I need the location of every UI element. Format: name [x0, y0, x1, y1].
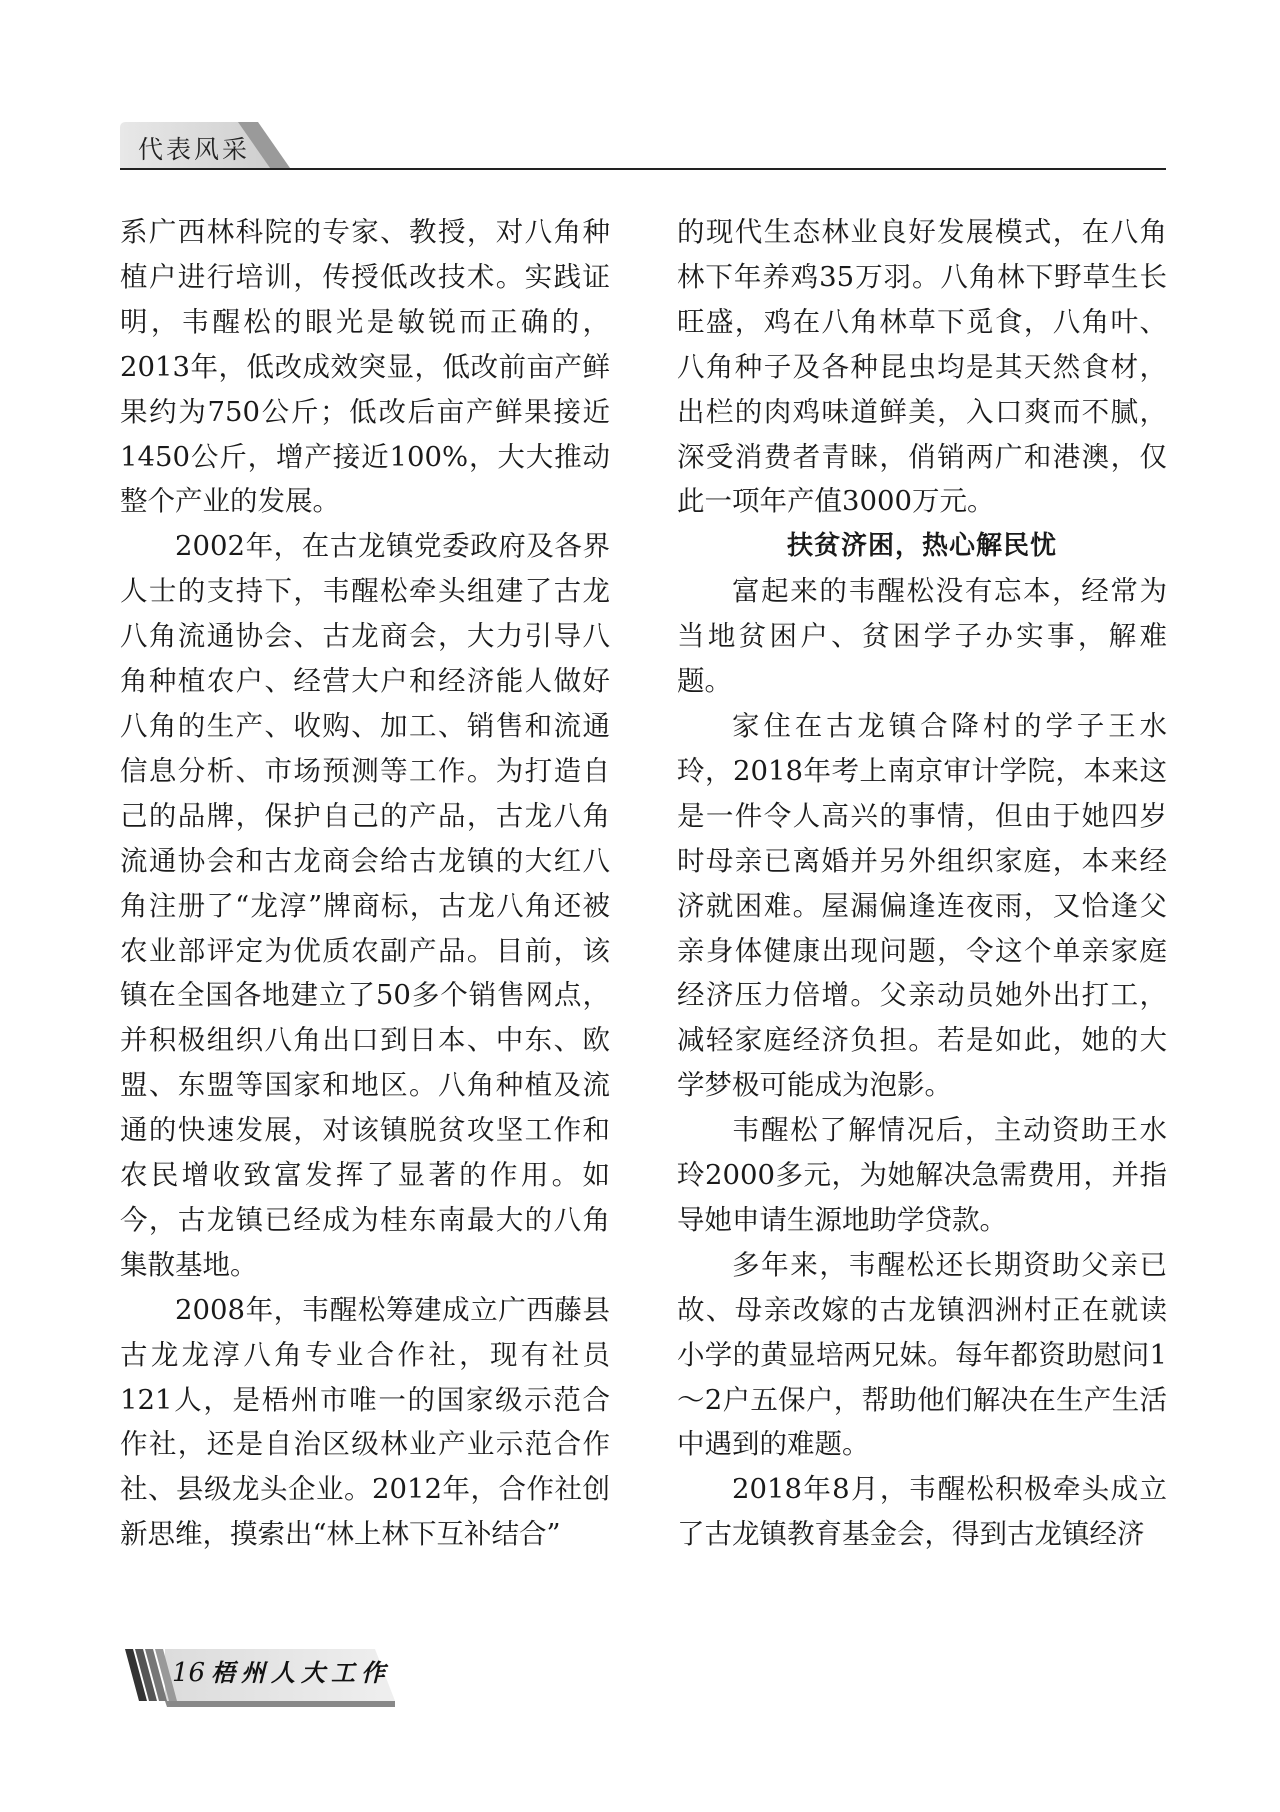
paragraph: 的现代生态林业良好发展模式，在八角林下年养鸡35万羽。八角林下野草生长旺盛，鸡在八角林草下觅食，八角叶、八角种子及各种昆虫均是其天然食材，出栏的肉鸡味道鲜美，入口爽而不腻，深受消费者青睐，俏销两广和港澳，仅此一项年产值3000万元。	[677, 216, 1167, 518]
subheading: 扶贫济困，热心解民忧	[786, 531, 1057, 562]
header-rule	[120, 168, 1166, 170]
paragraph: 家住在古龙镇合降村的学子王水玲，2018年考上南京审计学院，本来这是一件令人高兴的事情，但由于她四岁时母亲已离婚并另外组织家庭，本来经济就困难。屋漏偏逢连夜雨，又恰逢父亲身体健康出现问题，令这个单亲家庭经济压力倍增。父亲动员她外出打工，减轻家庭经济负担。若是如此，她的大学梦极可能成为泡影。	[677, 709, 1167, 1102]
page-number: 16	[172, 1658, 206, 1688]
paragraph: 系广西林科院的专家、教授，对八角种植户进行培训，传授低改技术。实践证明，韦醒松的眼光是敏锐而正确的，2013年，低改成效突显，低改前亩产鲜果约为750公斤；低改后亩产鲜果接近1450公斤，增产接近100%，大大推动整个产业的发展。	[120, 216, 610, 518]
page-footer	[125, 1645, 395, 1715]
paragraph: 多年来，韦醒松还长期资助父亲已故、母亲改嫁的古龙镇泗洲村正在就读小学的黄显培两兄妹。每年都资助慰问1～2户五保户，帮助他们解决在生产生活中遇到的难题。	[677, 1248, 1167, 1461]
right-column	[677, 210, 1167, 1557]
paragraph: 韦醒松了解情况后，主动资助王水玲2000多元，为她解决急需费用，并指导她申请生源地助学贷款。	[677, 1114, 1167, 1236]
left-column	[120, 210, 610, 1557]
paragraph: 2018年8月，韦醒松积极牵头成立了古龙镇教育基金会，得到古龙镇经济	[677, 1473, 1167, 1551]
paragraph: 2002年，在古龙镇党委政府及各界人士的支持下，韦醒松牵头组建了古龙八角流通协会、古龙商会，大力引导八角种植农户、经营大户和经济能人做好八角的生产、收购、加工、销售和流通信息分析、市场预测等工作。为打造自己的品牌，保护自己的产品，古龙八角流通协会和古龙商会给古龙镇的大红八角注册了“龙淳”牌商标，古龙八角还被农业部评定为优质农副产品。目前，该镇在全国各地建立了50多个销售网点，并积极组织八角出口到日本、中东、欧盟、东盟等国家和地区。八角种植及流通的快速发展，对该镇脱贫攻坚工作和农民增收致富发挥了显著的作用。如今，古龙镇已经成为桂东南最大的八角集散基地。	[120, 530, 610, 1281]
section-title: 代表风采	[138, 135, 251, 164]
paragraph: 2008年，韦醒松筹建成立广西藤县古龙龙淳八角专业合作社，现有社员121人，是梧州市唯一的国家级示范合作社，还是自治区级林业产业示范合作社、县级龙头企业。2012年，合作社创新思维，摸索出“林上林下互补结合”	[120, 1293, 610, 1551]
paragraph: 富起来的韦醒松没有忘本，经常为当地贫困户、贫困学子办实事，解难题。	[677, 575, 1167, 698]
magazine-name: 梧州人大工作	[211, 1658, 391, 1687]
